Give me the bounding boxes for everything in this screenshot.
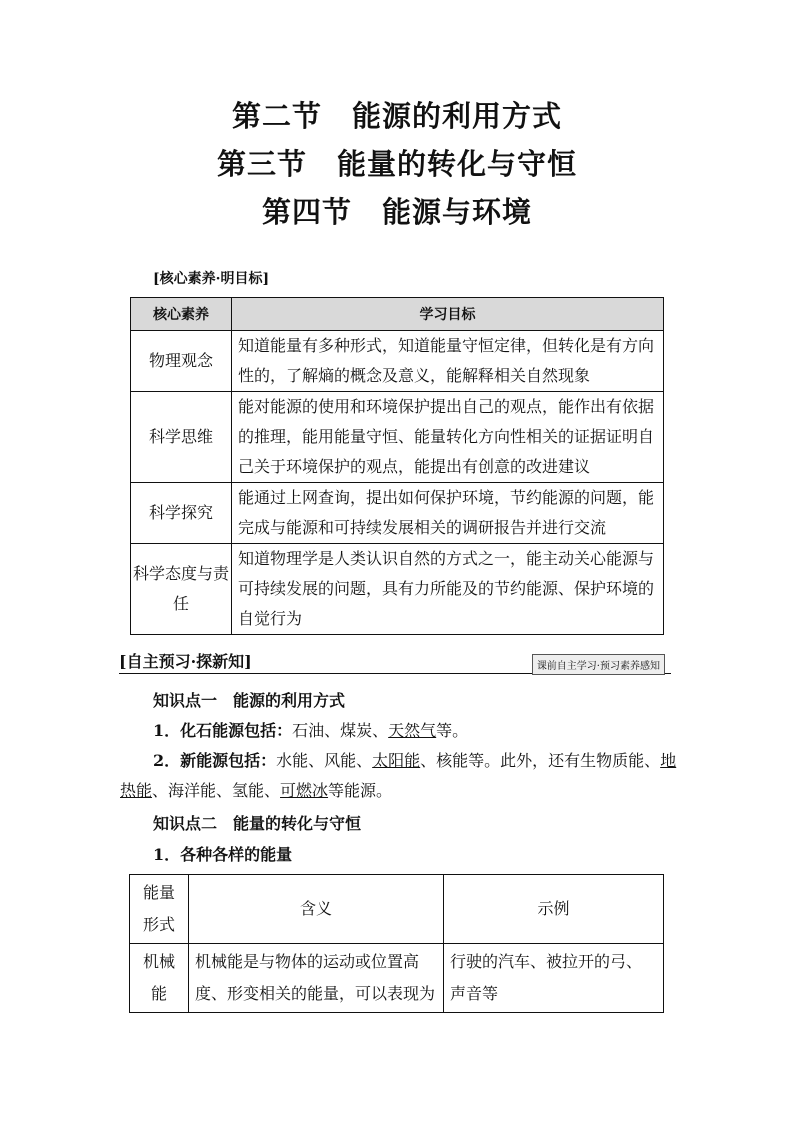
section-bar-title: [自主预习·探新知] [119, 652, 252, 671]
item1-prefix: 1．化石能源包括： [153, 721, 293, 740]
core-tag: [核心素养·明目标] [153, 271, 270, 287]
energy-form: 机械能 [130, 944, 189, 1013]
kp2-title: 知识点二 能量的转化与守恒 [153, 814, 362, 833]
item2-answer-3: 可燃冰 [280, 781, 329, 800]
header-goal: 学习目标 [232, 298, 664, 331]
kp1-item1 [153, 716, 468, 746]
item2-answer-1: 太阳能 [372, 751, 421, 770]
row-value: 能通过上网查询，提出如何保护环境，节约能源的问题，能完成与能源和可持续发展相关的调研报告并进行交流 [232, 483, 664, 544]
header-core: 核心素养 [131, 298, 232, 331]
core-literacy-table [130, 297, 664, 635]
table-row [131, 544, 664, 635]
table-row [130, 944, 664, 1013]
row-key: 科学思维 [131, 392, 232, 483]
item1-text: 石油、煤炭、 [292, 721, 389, 740]
kp1-item2 [120, 746, 680, 806]
item2-end: 等能源。 [328, 781, 393, 800]
section-bar-badge: 课前自主学习·预习素养感知 [532, 654, 665, 675]
item2-text-a: 水能、风能、 [276, 751, 373, 770]
item2-text-c: 、海洋能、氢能、 [152, 781, 281, 800]
energy-example: 行驶的汽车、被拉开的弓、声音等 [444, 944, 664, 1013]
table-row [131, 483, 664, 544]
table-header-row [130, 875, 664, 944]
row-key: 物理观念 [131, 331, 232, 392]
row-key: 科学探究 [131, 483, 232, 544]
energy-forms-table [129, 874, 664, 1013]
section-title-4: 第四节 能源与环境 [261, 195, 532, 229]
table-row [131, 331, 664, 392]
section-title-3: 第三节 能量的转化与守恒 [216, 147, 577, 181]
header-form: 能量形式 [130, 875, 189, 944]
item1-end: 等。 [436, 721, 469, 740]
item2-prefix: 2．新能源包括： [153, 751, 277, 770]
table-row [131, 392, 664, 483]
item2-text-b: 、核能等。此外，还有生物质能、 [420, 751, 661, 770]
row-value: 知道物理学是人类认识自然的方式之一，能主动关心能源与可持续发展的问题，具有力所能及的节约能源、保护环境的自觉行为 [232, 544, 664, 635]
section-title-2: 第二节 能源的利用方式 [231, 99, 562, 133]
item1-answer: 天然气 [388, 721, 437, 740]
row-key: 科学态度与责任 [131, 544, 232, 635]
row-value: 能对能源的使用和环境保护提出自己的观点，能作出有依据的推理，能用能量守恒、能量转化方向性相关的证据证明自己关于环境保护的观点，能提出有创意的改进建议 [232, 392, 664, 483]
kp2-sub1: 1．各种各样的能量 [153, 845, 293, 864]
header-meaning: 含义 [189, 875, 444, 944]
row-value: 知道能量有多种形式，知道能量守恒定律，但转化是有方向性的，了解熵的概念及意义，能解释相关自然现象 [232, 331, 664, 392]
header-example: 示例 [444, 875, 664, 944]
item2-answer-2: 地热能 [120, 751, 677, 800]
section-bar [119, 649, 671, 674]
title-block [0, 92, 794, 236]
table-header-row [131, 298, 664, 331]
energy-meaning: 机械能是与物体的运动或位置高度、形变相关的能量，可以表现为 [189, 944, 444, 1013]
kp1-title: 知识点一 能源的利用方式 [153, 691, 346, 710]
